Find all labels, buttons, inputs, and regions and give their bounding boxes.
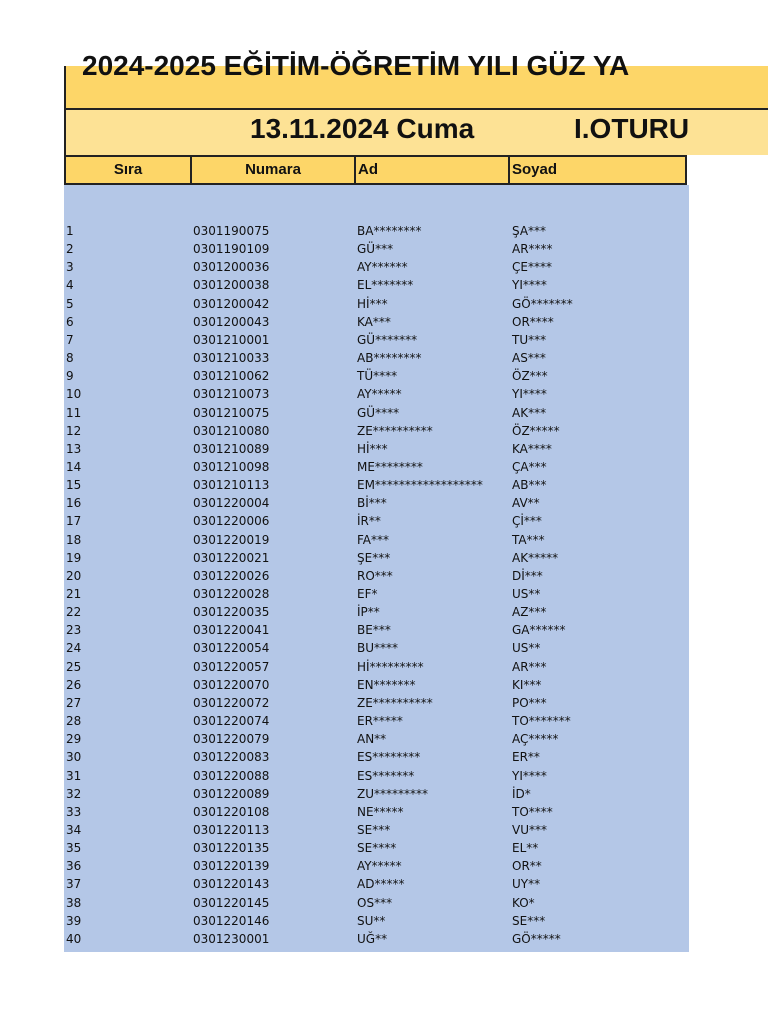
cell-ad: RO*** xyxy=(357,568,393,583)
cell-soyad: KI*** xyxy=(512,677,542,692)
cell-sira: 22 xyxy=(66,605,82,620)
cell-soyad: AR**** xyxy=(512,242,553,257)
cell-sira: 20 xyxy=(66,568,82,583)
cell-numara: 0301200043 xyxy=(193,314,270,329)
cell-numara: 0301190075 xyxy=(193,224,270,238)
cell-ad: ZU********* xyxy=(357,786,429,801)
table-row xyxy=(64,496,689,514)
cell-numara: 0301210098 xyxy=(193,459,270,474)
cell-numara: 0301220026 xyxy=(193,568,270,583)
cell-ad: Hİ*** xyxy=(357,296,388,311)
cell-sira: 33 xyxy=(66,804,82,819)
cell-numara: 0301220057 xyxy=(193,659,270,674)
cell-soyad: TO******* xyxy=(512,714,571,729)
table-row xyxy=(64,478,689,496)
cell-sira: 12 xyxy=(66,423,82,438)
cell-soyad: AK*** xyxy=(512,405,547,420)
cell-soyad: US** xyxy=(512,641,541,656)
table-row xyxy=(64,641,689,659)
cell-numara: 0301220028 xyxy=(193,587,270,601)
cell-numara: 0301220079 xyxy=(193,732,270,747)
student-table-body xyxy=(64,185,689,952)
cell-sira: 11 xyxy=(66,405,82,420)
table-row xyxy=(64,315,689,333)
cell-sira: 26 xyxy=(66,677,82,692)
cell-ad: OS*** xyxy=(357,895,393,910)
cell-ad: ME******** xyxy=(357,459,423,474)
column-header-soyad: Soyad xyxy=(508,155,687,185)
session-label: I.OTURU xyxy=(574,113,690,144)
table-row xyxy=(64,750,689,768)
table-row xyxy=(64,896,689,914)
cell-sira: 15 xyxy=(66,478,82,493)
cell-sira: 27 xyxy=(66,695,82,710)
cell-sira: 14 xyxy=(66,459,82,474)
column-header-sira: Sıra xyxy=(64,155,192,185)
cell-ad: EF* xyxy=(357,587,378,601)
table-row xyxy=(64,623,689,641)
cell-ad: BE*** xyxy=(357,623,391,638)
cell-soyad: KA**** xyxy=(512,441,552,456)
cell-soyad: ŞA*** xyxy=(512,224,547,238)
session-banner xyxy=(64,110,768,155)
table-row xyxy=(64,442,689,460)
cell-numara: 0301220143 xyxy=(193,877,270,892)
cell-soyad: AS*** xyxy=(512,351,546,366)
cell-soyad: OR** xyxy=(512,859,542,874)
table-row xyxy=(64,242,689,260)
cell-soyad: TA*** xyxy=(512,532,545,547)
cell-numara: 0301220088 xyxy=(193,768,270,783)
cell-sira: 36 xyxy=(66,859,82,874)
table-row xyxy=(64,823,689,841)
table-row xyxy=(64,369,689,387)
table-row xyxy=(64,932,689,950)
cell-soyad: KO* xyxy=(512,895,535,910)
cell-numara: 0301190109 xyxy=(193,242,270,257)
cell-ad: ES******** xyxy=(357,750,421,765)
cell-sira: 32 xyxy=(66,786,82,801)
cell-numara: 0301200036 xyxy=(193,260,270,275)
cell-ad: GÜ*** xyxy=(357,242,394,257)
cell-sira: 35 xyxy=(66,841,82,856)
cell-numara: 0301220108 xyxy=(193,804,270,819)
cell-numara: 0301220035 xyxy=(193,605,270,620)
cell-sira: 24 xyxy=(66,641,82,656)
cell-soyad: US** xyxy=(512,587,541,601)
exam-title: 2024-2025 EĞİTİM-ÖĞRETİM YILI GÜZ YA xyxy=(82,50,630,81)
cell-sira: 2 xyxy=(66,242,74,257)
cell-ad: KA*** xyxy=(357,314,391,329)
cell-numara: 0301220113 xyxy=(193,822,270,837)
cell-ad: BU**** xyxy=(357,641,399,656)
cell-sira: 6 xyxy=(66,314,74,329)
cell-numara: 0301220139 xyxy=(193,859,270,874)
cell-soyad: AK***** xyxy=(512,550,559,565)
cell-soyad: AÇ***** xyxy=(512,732,559,747)
cell-soyad: İD* xyxy=(512,786,531,801)
cell-soyad: EL** xyxy=(512,841,539,856)
table-row xyxy=(64,514,689,532)
cell-soyad: AB*** xyxy=(512,478,547,493)
cell-soyad: ÇA*** xyxy=(512,459,547,474)
cell-sira: 18 xyxy=(66,532,82,547)
table-row xyxy=(64,551,689,569)
table-row xyxy=(64,877,689,895)
cell-ad: SE**** xyxy=(357,841,397,856)
cell-numara: 0301210001 xyxy=(193,332,270,347)
cell-sira: 34 xyxy=(66,822,82,837)
cell-numara: 0301200038 xyxy=(193,278,270,293)
cell-ad: AY***** xyxy=(357,387,402,402)
cell-soyad: SE*** xyxy=(512,913,546,928)
table-row xyxy=(64,732,689,750)
cell-soyad: Çİ*** xyxy=(512,514,542,529)
cell-sira: 17 xyxy=(66,514,82,529)
table-row xyxy=(64,714,689,732)
table-header xyxy=(64,155,689,185)
cell-numara: 0301220145 xyxy=(193,895,270,910)
cell-ad: ES******* xyxy=(357,768,415,783)
cell-sira: 5 xyxy=(66,296,74,311)
cell-ad: SE*** xyxy=(357,822,391,837)
cell-ad: ER***** xyxy=(357,714,403,729)
table-row xyxy=(64,605,689,623)
cell-sira: 1 xyxy=(66,224,74,238)
cell-ad: ZE********** xyxy=(357,423,433,438)
cell-ad: Bİ*** xyxy=(357,496,387,511)
cell-ad: Hİ*** xyxy=(357,441,388,456)
cell-sira: 7 xyxy=(66,332,74,347)
table-row xyxy=(64,424,689,442)
cell-soyad: ÖZ*** xyxy=(512,369,548,384)
cell-numara: 0301220146 xyxy=(193,913,270,928)
cell-soyad: TU*** xyxy=(512,332,547,347)
cell-ad: BA******** xyxy=(357,224,422,238)
cell-soyad: VU*** xyxy=(512,822,547,837)
cell-ad: SU** xyxy=(357,913,386,928)
table-row xyxy=(64,696,689,714)
cell-sira: 16 xyxy=(66,496,82,511)
table-row xyxy=(64,678,689,696)
cell-sira: 31 xyxy=(66,768,82,783)
cell-sira: 3 xyxy=(66,260,74,275)
cell-ad: ŞE*** xyxy=(357,550,391,565)
cell-numara: 0301220041 xyxy=(193,623,270,638)
cell-soyad: YI**** xyxy=(512,278,547,293)
table-row xyxy=(64,460,689,478)
cell-numara: 0301220021 xyxy=(193,550,270,565)
cell-ad: Hİ********* xyxy=(357,659,424,674)
exam-date: 13.11.2024 Cuma xyxy=(250,113,475,144)
cell-ad: AD***** xyxy=(357,877,405,892)
cell-numara: 0301210089 xyxy=(193,441,270,456)
cell-ad: UĞ** xyxy=(357,931,388,946)
cell-sira: 40 xyxy=(66,931,82,946)
cell-sira: 4 xyxy=(66,278,74,293)
cell-soyad: TO**** xyxy=(512,804,553,819)
cell-ad: GÜ******* xyxy=(357,332,418,347)
cell-sira: 28 xyxy=(66,714,82,729)
table-row xyxy=(64,297,689,315)
table-row xyxy=(64,351,689,369)
cell-numara: 0301210075 xyxy=(193,405,270,420)
cell-numara: 0301210113 xyxy=(193,478,270,493)
table-row xyxy=(64,569,689,587)
cell-numara: 0301220135 xyxy=(193,841,270,856)
table-row xyxy=(64,914,689,932)
table-row xyxy=(64,660,689,678)
cell-numara: 0301220006 xyxy=(193,514,270,529)
cell-numara: 0301220074 xyxy=(193,714,270,729)
cell-soyad: AR*** xyxy=(512,659,547,674)
cell-sira: 19 xyxy=(66,550,82,565)
table-row xyxy=(64,333,689,351)
table-row xyxy=(64,787,689,805)
table-row xyxy=(64,805,689,823)
cell-ad: EN******* xyxy=(357,677,416,692)
cell-ad: AY****** xyxy=(357,260,408,275)
cell-numara: 0301200042 xyxy=(193,296,270,311)
table-row xyxy=(64,278,689,296)
cell-ad: ZE********** xyxy=(357,695,433,710)
cell-sira: 9 xyxy=(66,369,74,384)
table-row xyxy=(64,406,689,424)
table-row xyxy=(64,841,689,859)
column-header-ad: Ad xyxy=(354,155,510,185)
table-row xyxy=(64,533,689,551)
cell-numara: 0301210080 xyxy=(193,423,270,438)
table-row xyxy=(64,859,689,877)
cell-soyad: ÖZ***** xyxy=(512,423,560,438)
exam-title-banner xyxy=(64,50,768,110)
cell-sira: 38 xyxy=(66,895,82,910)
cell-numara: 0301220019 xyxy=(193,532,270,547)
cell-sira: 37 xyxy=(66,877,82,892)
cell-soyad: GÖ******* xyxy=(512,296,573,311)
cell-ad: TÜ**** xyxy=(357,369,398,384)
cell-soyad: ER** xyxy=(512,750,540,765)
cell-numara: 0301220004 xyxy=(193,496,270,511)
cell-soyad: GA****** xyxy=(512,623,566,638)
cell-ad: İR** xyxy=(357,514,381,529)
table-row xyxy=(64,387,689,405)
cell-sira: 8 xyxy=(66,351,74,366)
cell-ad: AN** xyxy=(357,732,387,747)
cell-ad: AB******** xyxy=(357,351,422,366)
cell-soyad: Dİ*** xyxy=(512,568,543,583)
cell-ad: EM****************** xyxy=(357,478,483,493)
cell-numara: 0301210062 xyxy=(193,369,270,384)
cell-sira: 39 xyxy=(66,913,82,928)
cell-soyad: UY** xyxy=(512,877,541,892)
table-row xyxy=(64,769,689,787)
cell-soyad: ÇE**** xyxy=(512,260,552,275)
cell-soyad: GÖ***** xyxy=(512,931,561,946)
cell-soyad: YI**** xyxy=(512,387,547,402)
cell-ad: GÜ**** xyxy=(357,405,400,420)
table-row xyxy=(64,260,689,278)
cell-numara: 0301210073 xyxy=(193,387,270,402)
cell-sira: 13 xyxy=(66,441,82,456)
column-header-numara: Numara xyxy=(190,155,356,185)
cell-ad: İP** xyxy=(357,605,380,620)
cell-numara: 0301220070 xyxy=(193,677,270,692)
cell-ad: EL******* xyxy=(357,278,414,293)
cell-sira: 30 xyxy=(66,750,82,765)
cell-numara: 0301220072 xyxy=(193,695,270,710)
cell-sira: 23 xyxy=(66,623,82,638)
cell-ad: FA*** xyxy=(357,532,390,547)
cell-numara: 0301220089 xyxy=(193,786,270,801)
table-row xyxy=(64,587,689,605)
cell-sira: 10 xyxy=(66,387,82,402)
cell-numara: 0301230001 xyxy=(193,931,270,946)
cell-numara: 0301210033 xyxy=(193,351,270,366)
cell-soyad: OR**** xyxy=(512,314,554,329)
cell-numara: 0301220054 xyxy=(193,641,270,656)
cell-sira: 29 xyxy=(66,732,82,747)
cell-ad: NE***** xyxy=(357,804,404,819)
cell-numara: 0301220083 xyxy=(193,750,270,765)
cell-sira: 25 xyxy=(66,659,82,674)
cell-ad: AY***** xyxy=(357,859,402,874)
cell-soyad: PO*** xyxy=(512,695,547,710)
cell-soyad: YI**** xyxy=(512,768,547,783)
cell-soyad: AV** xyxy=(512,496,540,511)
cell-sira: 21 xyxy=(66,587,82,601)
cell-soyad: AZ*** xyxy=(512,605,547,620)
table-row xyxy=(64,224,689,242)
